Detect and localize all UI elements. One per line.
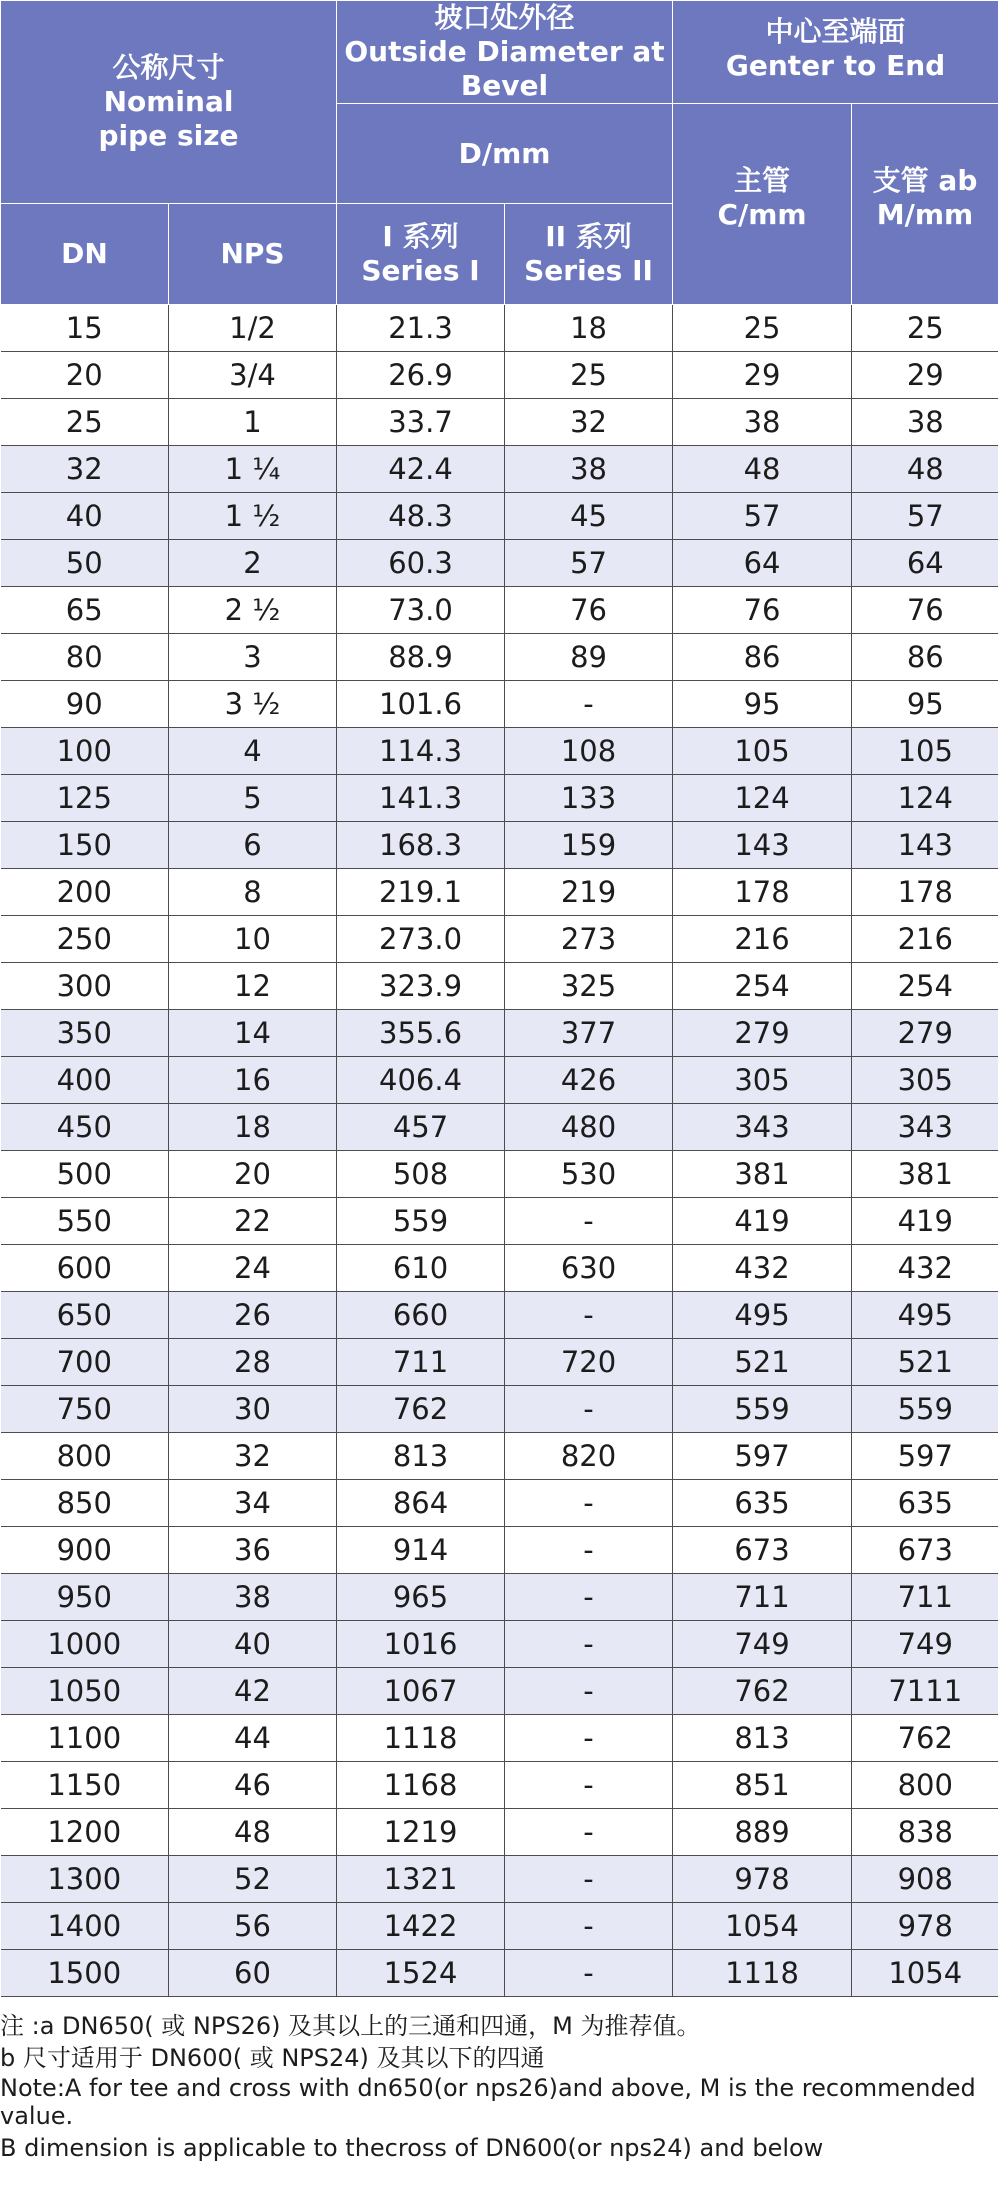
cell-branch-pipe-m: 86 (852, 634, 998, 681)
table-row (1, 1433, 998, 1480)
cell-series-2: - (505, 1574, 673, 1621)
cell-main-pipe-c: 279 (673, 1010, 852, 1057)
header-nominal-pipe-size (1, 1, 337, 204)
table-row (1, 1621, 998, 1668)
cell-main-pipe-c: 559 (673, 1386, 852, 1433)
cell-branch-pipe-m: 178 (852, 869, 998, 916)
header-main-pipe-cn: 主管 (734, 164, 791, 197)
cell-main-pipe-c: 1054 (673, 1903, 852, 1950)
header-cte-en: Genter to End (725, 49, 946, 82)
cell-branch-pipe-m: 305 (852, 1057, 998, 1104)
cell-main-pipe-c: 381 (673, 1151, 852, 1198)
header-od-cn: 坡口处外径 (434, 1, 575, 34)
table-row (1, 1480, 998, 1527)
cell-nps: 6 (169, 822, 337, 869)
cell-dn: 250 (1, 916, 169, 963)
cell-series-1: 1118 (337, 1715, 505, 1762)
notes (0, 2010, 998, 2162)
cell-series-2: 89 (505, 634, 673, 681)
table-row (1, 446, 998, 493)
cell-series-2: - (505, 1480, 673, 1527)
cell-dn: 40 (1, 493, 169, 540)
table-row (1, 1715, 998, 1762)
cell-branch-pipe-m: 64 (852, 540, 998, 587)
cell-nps: 46 (169, 1762, 337, 1809)
cell-series-2: - (505, 1668, 673, 1715)
cell-nps: 30 (169, 1386, 337, 1433)
cell-nps: 1 ½ (169, 493, 337, 540)
cell-nps: 52 (169, 1856, 337, 1903)
cell-series-1: 406.4 (337, 1057, 505, 1104)
cell-series-2: - (505, 1527, 673, 1574)
header-series-1-en: Series I (361, 254, 480, 287)
table-row (1, 1339, 998, 1386)
cell-nps: 1 (169, 399, 337, 446)
table-row (1, 1010, 998, 1057)
cell-nps: 10 (169, 916, 337, 963)
header-main-pipe-unit: C/mm (717, 198, 807, 231)
cell-series-2: 630 (505, 1245, 673, 1292)
table-row (1, 352, 998, 399)
table-row (1, 1668, 998, 1715)
cell-branch-pipe-m: 76 (852, 587, 998, 634)
cell-branch-pipe-m: 521 (852, 1339, 998, 1386)
cell-branch-pipe-m: 381 (852, 1151, 998, 1198)
cell-series-1: 168.3 (337, 822, 505, 869)
cell-main-pipe-c: 711 (673, 1574, 852, 1621)
cell-dn: 400 (1, 1057, 169, 1104)
cell-series-1: 610 (337, 1245, 505, 1292)
cell-series-1: 21.3 (337, 305, 505, 352)
cell-dn: 50 (1, 540, 169, 587)
header-branch-pipe-cn: 支管 ab (872, 164, 978, 197)
cell-branch-pipe-m: 95 (852, 681, 998, 728)
cell-dn: 1200 (1, 1809, 169, 1856)
header-outside-diameter (337, 1, 673, 104)
cell-branch-pipe-m: 597 (852, 1433, 998, 1480)
header-od-en-1: Outside Diameter at (344, 35, 665, 68)
cell-dn: 650 (1, 1292, 169, 1339)
cell-main-pipe-c: 76 (673, 587, 852, 634)
cell-dn: 300 (1, 963, 169, 1010)
cell-dn: 350 (1, 1010, 169, 1057)
cell-dn: 20 (1, 352, 169, 399)
cell-series-2: - (505, 1198, 673, 1245)
cell-nps: 24 (169, 1245, 337, 1292)
cell-branch-pipe-m: 749 (852, 1621, 998, 1668)
cell-series-1: 864 (337, 1480, 505, 1527)
cell-series-1: 33.7 (337, 399, 505, 446)
cell-branch-pipe-m: 1054 (852, 1950, 998, 1997)
cell-main-pipe-c: 95 (673, 681, 852, 728)
cell-main-pipe-c: 749 (673, 1621, 852, 1668)
note-en-a: Note:A for tee and cross with dn650(or nps26)and above, M is the recommended value. (0, 2074, 976, 2130)
cell-nps: 48 (169, 1809, 337, 1856)
cell-branch-pipe-m: 908 (852, 1856, 998, 1903)
cell-series-1: 660 (337, 1292, 505, 1339)
header-branch-pipe (852, 104, 998, 305)
cell-series-1: 1422 (337, 1903, 505, 1950)
cell-series-2: 133 (505, 775, 673, 822)
cell-series-2: 18 (505, 305, 673, 352)
cell-branch-pipe-m: 254 (852, 963, 998, 1010)
header-series-2-cn: II 系列 (545, 220, 632, 253)
table-row (1, 963, 998, 1010)
cell-dn: 1000 (1, 1621, 169, 1668)
cell-series-1: 42.4 (337, 446, 505, 493)
cell-dn: 32 (1, 446, 169, 493)
cell-series-1: 1016 (337, 1621, 505, 1668)
cell-nps: 56 (169, 1903, 337, 1950)
cell-main-pipe-c: 305 (673, 1057, 852, 1104)
cell-main-pipe-c: 29 (673, 352, 852, 399)
cell-nps: 42 (169, 1668, 337, 1715)
cell-nps: 5 (169, 775, 337, 822)
cell-nps: 28 (169, 1339, 337, 1386)
cell-branch-pipe-m: 124 (852, 775, 998, 822)
header-branch-pipe-unit: M/mm (876, 198, 974, 231)
cell-nps: 26 (169, 1292, 337, 1339)
cell-nps: 40 (169, 1621, 337, 1668)
cell-series-1: 965 (337, 1574, 505, 1621)
cell-dn: 25 (1, 399, 169, 446)
cell-series-2: 530 (505, 1151, 673, 1198)
cell-series-1: 73.0 (337, 587, 505, 634)
cell-dn: 1300 (1, 1856, 169, 1903)
cell-nps: 4 (169, 728, 337, 775)
cell-main-pipe-c: 889 (673, 1809, 852, 1856)
table-row (1, 493, 998, 540)
cell-main-pipe-c: 105 (673, 728, 852, 775)
cell-main-pipe-c: 124 (673, 775, 852, 822)
cell-main-pipe-c: 635 (673, 1480, 852, 1527)
header-nominal-en-2: pipe size (98, 119, 239, 152)
cell-branch-pipe-m: 57 (852, 493, 998, 540)
cell-series-2: - (505, 681, 673, 728)
cell-nps: 18 (169, 1104, 337, 1151)
cell-dn: 200 (1, 869, 169, 916)
cell-series-1: 323.9 (337, 963, 505, 1010)
cell-series-1: 60.3 (337, 540, 505, 587)
header-od-en-2: Bevel (460, 69, 549, 102)
cell-dn: 1050 (1, 1668, 169, 1715)
cell-dn: 900 (1, 1527, 169, 1574)
cell-dn: 950 (1, 1574, 169, 1621)
cell-main-pipe-c: 143 (673, 822, 852, 869)
cell-nps: 44 (169, 1715, 337, 1762)
cell-nps: 1/2 (169, 305, 337, 352)
cell-branch-pipe-m: 711 (852, 1574, 998, 1621)
cell-main-pipe-c: 813 (673, 1715, 852, 1762)
cell-series-1: 141.3 (337, 775, 505, 822)
cell-nps: 38 (169, 1574, 337, 1621)
cell-dn: 500 (1, 1151, 169, 1198)
table-row (1, 587, 998, 634)
cell-dn: 80 (1, 634, 169, 681)
table-row (1, 540, 998, 587)
cell-dn: 1400 (1, 1903, 169, 1950)
cell-dn: 90 (1, 681, 169, 728)
cell-branch-pipe-m: 25 (852, 305, 998, 352)
cell-series-2: 720 (505, 1339, 673, 1386)
cell-branch-pipe-m: 29 (852, 352, 998, 399)
cell-series-1: 457 (337, 1104, 505, 1151)
cell-dn: 450 (1, 1104, 169, 1151)
header-series-1 (337, 204, 505, 305)
cell-series-2: 219 (505, 869, 673, 916)
header-nps: NPS (169, 204, 337, 305)
table-row (1, 1104, 998, 1151)
cell-dn: 150 (1, 822, 169, 869)
cell-dn: 125 (1, 775, 169, 822)
cell-series-1: 1067 (337, 1668, 505, 1715)
cell-branch-pipe-m: 48 (852, 446, 998, 493)
cell-main-pipe-c: 178 (673, 869, 852, 916)
table-row (1, 1151, 998, 1198)
cell-series-2: - (505, 1292, 673, 1339)
cell-branch-pipe-m: 635 (852, 1480, 998, 1527)
cell-nps: 12 (169, 963, 337, 1010)
cell-branch-pipe-m: 978 (852, 1903, 998, 1950)
cell-series-1: 273.0 (337, 916, 505, 963)
cell-series-2: 57 (505, 540, 673, 587)
header-center-to-end (673, 1, 998, 104)
cell-nps: 1 ¼ (169, 446, 337, 493)
cell-branch-pipe-m: 800 (852, 1762, 998, 1809)
cell-branch-pipe-m: 38 (852, 399, 998, 446)
cell-main-pipe-c: 432 (673, 1245, 852, 1292)
cell-branch-pipe-m: 432 (852, 1245, 998, 1292)
cell-main-pipe-c: 64 (673, 540, 852, 587)
cell-series-2: 32 (505, 399, 673, 446)
cell-series-1: 914 (337, 1527, 505, 1574)
cell-series-2: 426 (505, 1057, 673, 1104)
cell-series-2: - (505, 1762, 673, 1809)
cell-series-2: - (505, 1903, 673, 1950)
table-row (1, 822, 998, 869)
table-row (1, 1903, 998, 1950)
cell-series-1: 762 (337, 1386, 505, 1433)
header-main-pipe (673, 104, 852, 305)
cell-series-2: - (505, 1386, 673, 1433)
cell-main-pipe-c: 1118 (673, 1950, 852, 1997)
cell-branch-pipe-m: 419 (852, 1198, 998, 1245)
cell-nps: 36 (169, 1527, 337, 1574)
header-od-unit: D/mm (337, 104, 673, 204)
cell-branch-pipe-m: 279 (852, 1010, 998, 1057)
table-row (1, 305, 998, 352)
cell-nps: 32 (169, 1433, 337, 1480)
cell-main-pipe-c: 851 (673, 1762, 852, 1809)
cell-main-pipe-c: 521 (673, 1339, 852, 1386)
cell-nps: 16 (169, 1057, 337, 1104)
cell-series-1: 101.6 (337, 681, 505, 728)
cell-main-pipe-c: 343 (673, 1104, 852, 1151)
cell-series-1: 48.3 (337, 493, 505, 540)
table-row (1, 1574, 998, 1621)
cell-series-2: - (505, 1856, 673, 1903)
cell-main-pipe-c: 86 (673, 634, 852, 681)
cell-nps: 2 ½ (169, 587, 337, 634)
cell-branch-pipe-m: 495 (852, 1292, 998, 1339)
table-row (1, 1245, 998, 1292)
table-row (1, 1856, 998, 1903)
table-row (1, 1198, 998, 1245)
table-row (1, 916, 998, 963)
cell-series-1: 26.9 (337, 352, 505, 399)
cell-series-2: - (505, 1621, 673, 1668)
cell-main-pipe-c: 48 (673, 446, 852, 493)
cell-series-2: 159 (505, 822, 673, 869)
cell-series-1: 355.6 (337, 1010, 505, 1057)
cell-main-pipe-c: 216 (673, 916, 852, 963)
header-series-1-cn: I 系列 (382, 220, 459, 253)
header-series-2 (505, 204, 673, 305)
cell-series-1: 711 (337, 1339, 505, 1386)
cell-dn: 65 (1, 587, 169, 634)
cell-dn: 1100 (1, 1715, 169, 1762)
cell-nps: 20 (169, 1151, 337, 1198)
cell-dn: 700 (1, 1339, 169, 1386)
cell-series-2: 76 (505, 587, 673, 634)
cell-dn: 600 (1, 1245, 169, 1292)
header-series-2-en: Series II (524, 254, 653, 287)
table-row (1, 1057, 998, 1104)
cell-series-1: 1524 (337, 1950, 505, 1997)
cell-series-1: 813 (337, 1433, 505, 1480)
table-row (1, 775, 998, 822)
header-nominal-cn: 公称尺寸 (112, 51, 225, 84)
cell-nps: 22 (169, 1198, 337, 1245)
cell-dn: 800 (1, 1433, 169, 1480)
cell-series-2: 325 (505, 963, 673, 1010)
cell-series-1: 114.3 (337, 728, 505, 775)
table-row (1, 1292, 998, 1339)
cell-dn: 850 (1, 1480, 169, 1527)
header-nominal-en-1: Nominal (103, 85, 234, 118)
cell-branch-pipe-m: 343 (852, 1104, 998, 1151)
cell-dn: 1150 (1, 1762, 169, 1809)
note-cn-b: b 尺寸适用于 DN600( 或 NPS24) 及其以下的四通 (0, 2044, 545, 2072)
cell-series-1: 1321 (337, 1856, 505, 1903)
cell-dn: 750 (1, 1386, 169, 1433)
cell-branch-pipe-m: 105 (852, 728, 998, 775)
cell-dn: 1500 (1, 1950, 169, 1997)
note-cn-a: 注 :a DN650( 或 NPS26) 及其以上的三通和四通，M 为推荐值。 (0, 2012, 701, 2040)
header-cte-cn: 中心至端面 (765, 15, 906, 48)
cell-dn: 550 (1, 1198, 169, 1245)
note-en-b: B dimension is applicable to thecross of DN600(or nps24) and below (0, 2134, 824, 2162)
cell-nps: 3 ½ (169, 681, 337, 728)
table-row (1, 1762, 998, 1809)
cell-main-pipe-c: 978 (673, 1856, 852, 1903)
cell-dn: 15 (1, 305, 169, 352)
cell-series-2: - (505, 1950, 673, 1997)
cell-series-1: 88.9 (337, 634, 505, 681)
cell-branch-pipe-m: 673 (852, 1527, 998, 1574)
table-row (1, 1386, 998, 1433)
table-row (1, 399, 998, 446)
cell-main-pipe-c: 419 (673, 1198, 852, 1245)
table-row (1, 1527, 998, 1574)
cell-series-1: 1219 (337, 1809, 505, 1856)
cell-branch-pipe-m: 559 (852, 1386, 998, 1433)
cell-nps: 14 (169, 1010, 337, 1057)
cell-branch-pipe-m: 143 (852, 822, 998, 869)
cell-series-2: 273 (505, 916, 673, 963)
cell-series-2: 820 (505, 1433, 673, 1480)
table-row (1, 1950, 998, 1997)
cell-nps: 8 (169, 869, 337, 916)
cell-series-2: 45 (505, 493, 673, 540)
cell-main-pipe-c: 762 (673, 1668, 852, 1715)
cell-nps: 34 (169, 1480, 337, 1527)
cell-series-1: 219.1 (337, 869, 505, 916)
cell-main-pipe-c: 25 (673, 305, 852, 352)
cell-main-pipe-c: 57 (673, 493, 852, 540)
cell-series-2: 25 (505, 352, 673, 399)
cell-dn: 100 (1, 728, 169, 775)
table-body (1, 305, 998, 1997)
cell-series-2: - (505, 1715, 673, 1762)
cell-series-1: 1168 (337, 1762, 505, 1809)
cell-main-pipe-c: 254 (673, 963, 852, 1010)
cell-main-pipe-c: 495 (673, 1292, 852, 1339)
cell-series-1: 559 (337, 1198, 505, 1245)
cell-series-2: 108 (505, 728, 673, 775)
cell-branch-pipe-m: 7111 (852, 1668, 998, 1715)
cell-nps: 3/4 (169, 352, 337, 399)
table-row (1, 681, 998, 728)
cell-series-2: - (505, 1809, 673, 1856)
cell-series-2: 38 (505, 446, 673, 493)
cell-series-1: 508 (337, 1151, 505, 1198)
cell-main-pipe-c: 597 (673, 1433, 852, 1480)
cell-series-2: 480 (505, 1104, 673, 1151)
cell-series-2: 377 (505, 1010, 673, 1057)
cell-branch-pipe-m: 216 (852, 916, 998, 963)
table-row (1, 634, 998, 681)
cell-nps: 3 (169, 634, 337, 681)
cell-main-pipe-c: 673 (673, 1527, 852, 1574)
cell-branch-pipe-m: 762 (852, 1715, 998, 1762)
cell-main-pipe-c: 38 (673, 399, 852, 446)
cell-nps: 60 (169, 1950, 337, 1997)
table-row (1, 869, 998, 916)
header-dn: DN (1, 204, 169, 305)
cell-branch-pipe-m: 838 (852, 1809, 998, 1856)
cell-nps: 2 (169, 540, 337, 587)
table-row (1, 1809, 998, 1856)
table-row (1, 728, 998, 775)
